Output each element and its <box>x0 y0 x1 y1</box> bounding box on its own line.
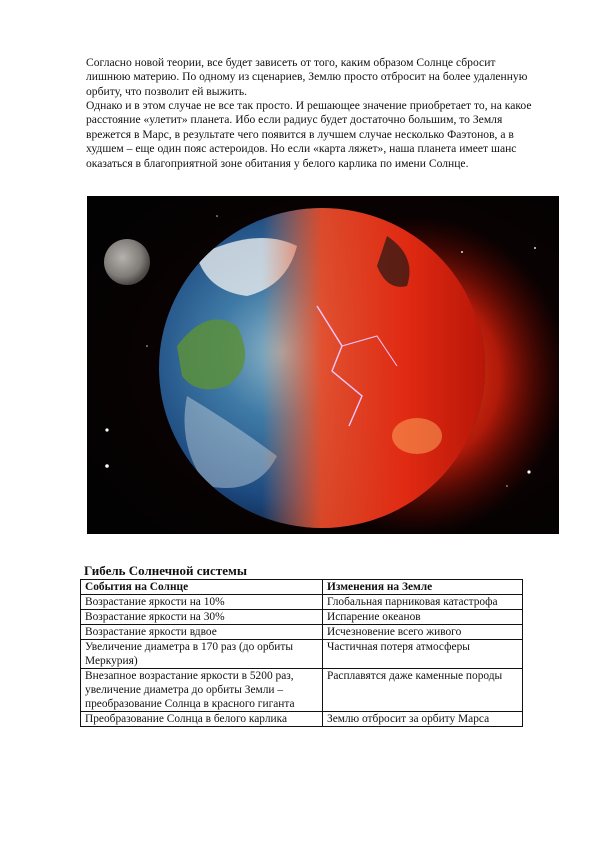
sun-event-cell: Преобразование Солнца в белого карлика <box>81 712 323 727</box>
paragraph-1-text: Согласно новой теории, все будет зависеть от того, каким образом Солнце сбросит лишнюю материю. По одному из сценариев, Землю просто отбросит на более удаленную орбиту, что позволит ей выжить. <box>86 56 528 98</box>
earth-change-cell: Испарение океанов <box>323 610 523 625</box>
earth-change-cell: Частичная потеря атмосферы <box>323 640 523 669</box>
column-header-sun-events: События на Солнце <box>81 580 323 595</box>
earth-change-cell: Расплавятся даже каменные породы <box>323 669 523 712</box>
sun-event-cell: Внезапное возрастание яркости в 5200 раз, увеличение диаметра до орбиты Земли – преобразование Солнца в красного гиганта <box>81 669 323 712</box>
solar-system-table <box>80 579 523 727</box>
sun-event-cell: Возрастание яркости на 10% <box>81 595 323 610</box>
burning-earth-image <box>87 196 559 534</box>
table-row <box>81 610 523 625</box>
table-row <box>81 595 523 610</box>
table-row <box>81 712 523 727</box>
earth-change-cell: Глобальная парниковая катастрофа <box>323 595 523 610</box>
table-row <box>81 625 523 640</box>
table-title: Гибель Солнечной системы <box>84 563 247 578</box>
paragraph-2-text: Однако и в этом случае не все так просто. И решающее значение приобретает то, на какое расстояние «улетит» планета. Ибо если радиус будет достаточно большим, то Земля врежется в Марс, в результате чего появится в лучшем случае несколько Фаэтонов, а в худшем – еще один пояс астероидов. Но если «карта ляжет», наша планета имеет шанс оказаться в благоприятной зоне обитания у белого карлика по имени Солнце. <box>86 99 532 170</box>
column-header-earth-changes: Изменения на Земле <box>323 580 523 595</box>
table-row <box>81 640 523 669</box>
paragraph-2 <box>86 99 532 171</box>
earth-change-cell: Исчезновение всего живого <box>323 625 523 640</box>
earth-change-cell: Землю отбросит за орбиту Марса <box>323 712 523 727</box>
sun-event-cell: Возрастание яркости вдвое <box>81 625 323 640</box>
sun-event-cell: Возрастание яркости на 30% <box>81 610 323 625</box>
table-row <box>81 669 523 712</box>
earth-illustration-icon <box>87 196 559 534</box>
table-header-row <box>81 580 523 595</box>
sun-event-cell: Увеличение диаметра в 170 раз (до орбиты Меркурия) <box>81 640 323 669</box>
paragraph-1 <box>86 56 532 99</box>
